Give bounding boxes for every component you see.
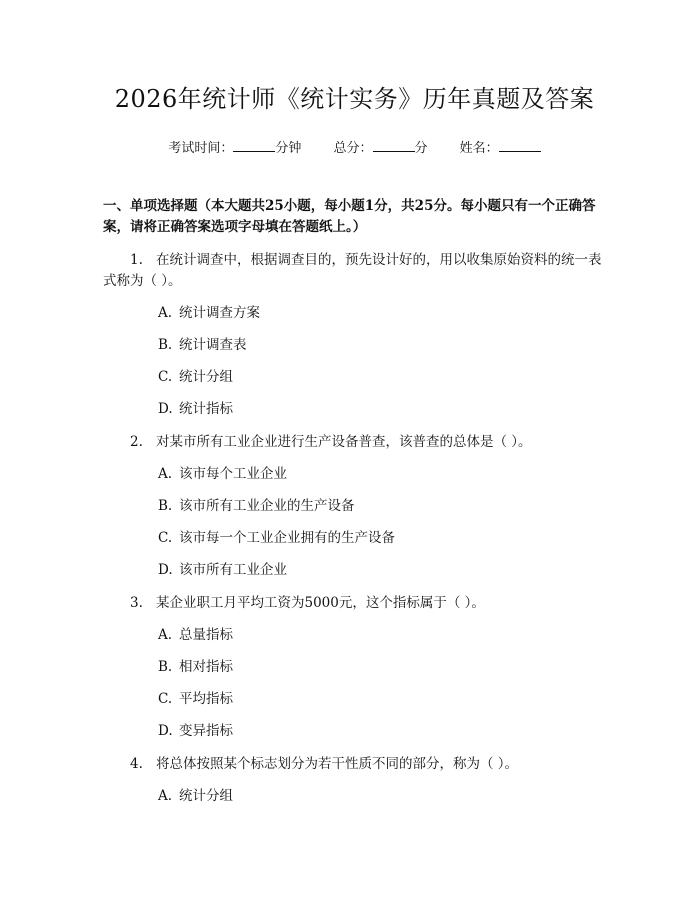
option-text: 统计指标	[179, 401, 233, 417]
document-title: 2026年统计师《统计实务》历年真题及答案	[114, 85, 595, 113]
option-4	[103, 721, 606, 742]
option-3	[103, 367, 606, 388]
student-name-blank	[499, 139, 541, 152]
option-list	[103, 464, 606, 581]
student-name-label: 姓名：	[459, 141, 499, 156]
option-list	[103, 303, 606, 420]
option-1	[103, 786, 606, 807]
question-text: 对某市所有工业企业进行生产设备普查，该普查的总体是（ ）。	[156, 434, 532, 450]
option-letter: A.	[158, 627, 173, 643]
exam-info-line	[103, 139, 606, 159]
question-2	[103, 432, 606, 453]
option-4	[103, 560, 606, 581]
option-letter: C.	[158, 530, 173, 546]
option-list	[103, 625, 606, 742]
option-letter: A.	[158, 466, 173, 482]
option-text: 该市每个工业企业	[179, 466, 287, 482]
option-text: 平均指标	[179, 691, 233, 707]
question-3	[103, 593, 606, 614]
option-letter: D.	[158, 401, 173, 417]
option-text: 该市每一个工业企业拥有的生产设备	[179, 530, 395, 546]
option-letter: A.	[158, 788, 173, 804]
option-list	[103, 786, 606, 807]
option-text: 统计调查方案	[179, 305, 260, 321]
question-number: 4.	[130, 756, 143, 772]
option-text: 总量指标	[179, 627, 233, 643]
total-score-field	[333, 139, 427, 159]
option-1	[103, 303, 606, 324]
question-text: 将总体按照某个标志划分为若干性质不同的部分，称为（ ）。	[156, 756, 519, 772]
option-1	[103, 625, 606, 646]
question-text: 在统计调查中，根据调查目的，预先设计好的，用以收集原始资料的统一表式称为（ ）。	[103, 252, 602, 289]
option-text: 统计分组	[179, 788, 233, 804]
option-letter: B.	[158, 659, 173, 675]
student-name-field	[460, 139, 541, 159]
option-letter: C.	[158, 369, 173, 385]
question-number: 1.	[130, 252, 143, 268]
option-1	[103, 464, 606, 485]
exam-time-blank	[233, 139, 275, 152]
option-letter: C.	[158, 691, 173, 707]
option-text: 变异指标	[179, 723, 233, 739]
option-text: 该市所有工业企业的生产设备	[179, 498, 355, 514]
option-text: 统计分组	[179, 369, 233, 385]
option-letter: D.	[158, 562, 173, 578]
option-text: 统计调查表	[179, 337, 247, 353]
exam-time-label: 考试时间：	[168, 141, 234, 156]
option-text: 相对指标	[179, 659, 233, 675]
option-letter: B.	[158, 337, 173, 353]
option-2	[103, 335, 606, 356]
section-heading: 一、单项选择题（本大题共25小题，每小题1分，共25分。每小题只有一个正确答案，请将正确答案选项字母填在答题纸上。）	[103, 198, 596, 235]
total-score-label: 总分：	[333, 141, 373, 156]
option-2	[103, 657, 606, 678]
option-letter: D.	[158, 723, 173, 739]
total-score-blank	[373, 139, 415, 152]
question-number: 3.	[130, 595, 143, 611]
option-text: 该市所有工业企业	[179, 562, 287, 578]
question-1	[103, 250, 606, 292]
option-3	[103, 689, 606, 710]
question-text: 某企业职工月平均工资为5000元，这个指标属于（ ）。	[156, 595, 485, 611]
exam-time-unit: 分钟	[275, 141, 302, 156]
question-4	[103, 754, 606, 775]
option-3	[103, 528, 606, 549]
exam-time-field	[168, 139, 301, 159]
option-4	[103, 399, 606, 420]
total-score-unit: 分	[414, 141, 428, 156]
question-number: 2.	[130, 434, 143, 450]
question-list	[103, 250, 606, 807]
option-letter: B.	[158, 498, 173, 514]
option-2	[103, 496, 606, 517]
option-letter: A.	[158, 305, 173, 321]
